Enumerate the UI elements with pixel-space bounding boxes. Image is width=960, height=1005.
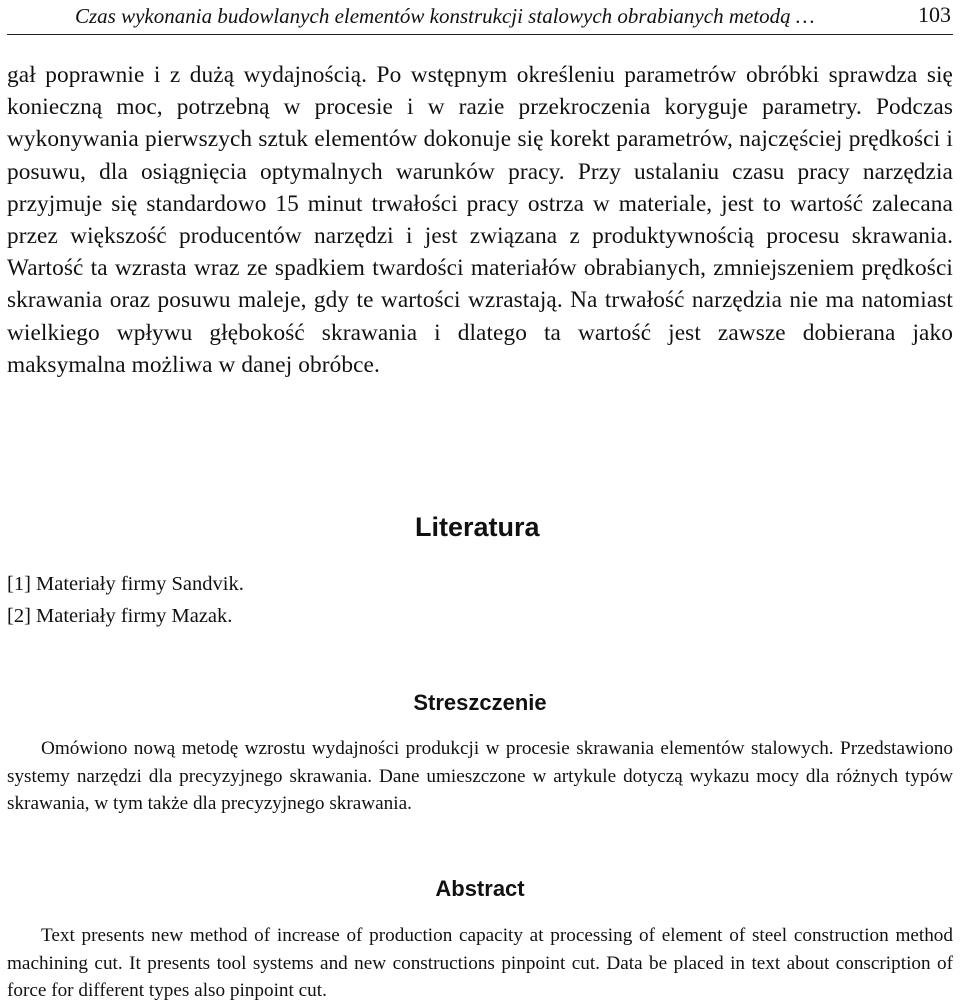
- references-list: [7, 568, 244, 632]
- streszczenie-text: Omówiono nową metodę wzrostu wydajności produkcji w procesie skrawania elementów stalowych. Przedstawiono systemy narzędzi dla precyzyjnego skrawania. Dane umieszczone w artykule dotyczą wykazu mocy dla różnych typów skrawania, w tym także dla precyzyjnego skrawania.: [7, 738, 953, 815]
- abstract-heading: Abstract: [435, 876, 525, 901]
- running-title: Czas wykonania budowlanych elementów konstrukcji stalowych obrabianych metodą …: [75, 4, 815, 28]
- running-header: [7, 0, 953, 35]
- abstract-text: Text presents new method of increase of production capacity at processing of element of steel construction method machining cut. It presents tool systems and new constructions pinpoint cut. Data be placed in text about conscription of force for different types also pinpoint cut.: [7, 925, 953, 1002]
- document-page: [7, 0, 953, 1002]
- literatura-heading: Literatura: [415, 512, 540, 542]
- page-number: 103: [918, 2, 951, 27]
- body-paragraph: gał poprawnie i z dużą wydajnością. Po wstępnym określeniu parametrów obróbki sprawdza się konieczną moc, potrzebną w procesie i w razie przekroczenia koryguje parametry. Podczas wykonywania pierwszych sztuk elementów dokonuje się korekt parametrów, najczęściej prędkości i posuwu, dla osiągnięcia optymalnych warunków pracy. Przy ustalaniu czasu pracy narzędzia przyjmuje się standardowo 15 minut trwałości pracy ostrza w materiale, jest to wartość zalecana przez większość producentów narzędzi i jest związana z produktywnością procesu skrawania. Wartość ta wzrasta wraz ze spadkiem twardości materiałów obrabianych, zmniejszeniem prędkości skrawania oraz posuwu maleje, gdy te wartości wzrastają. Na trwałość narzędzia nie ma natomiast wielkiego wpływu głębokość skrawania i dlatego ta wartość jest zawsze dobierana jako maksymalna możliwa w danej obróbce.: [7, 62, 953, 378]
- reference-item: [1] Materiały firmy Sandvik.: [7, 573, 244, 595]
- streszczenie-heading: Streszczenie: [413, 690, 547, 715]
- reference-item: [2] Materiały firmy Mazak.: [7, 605, 233, 627]
